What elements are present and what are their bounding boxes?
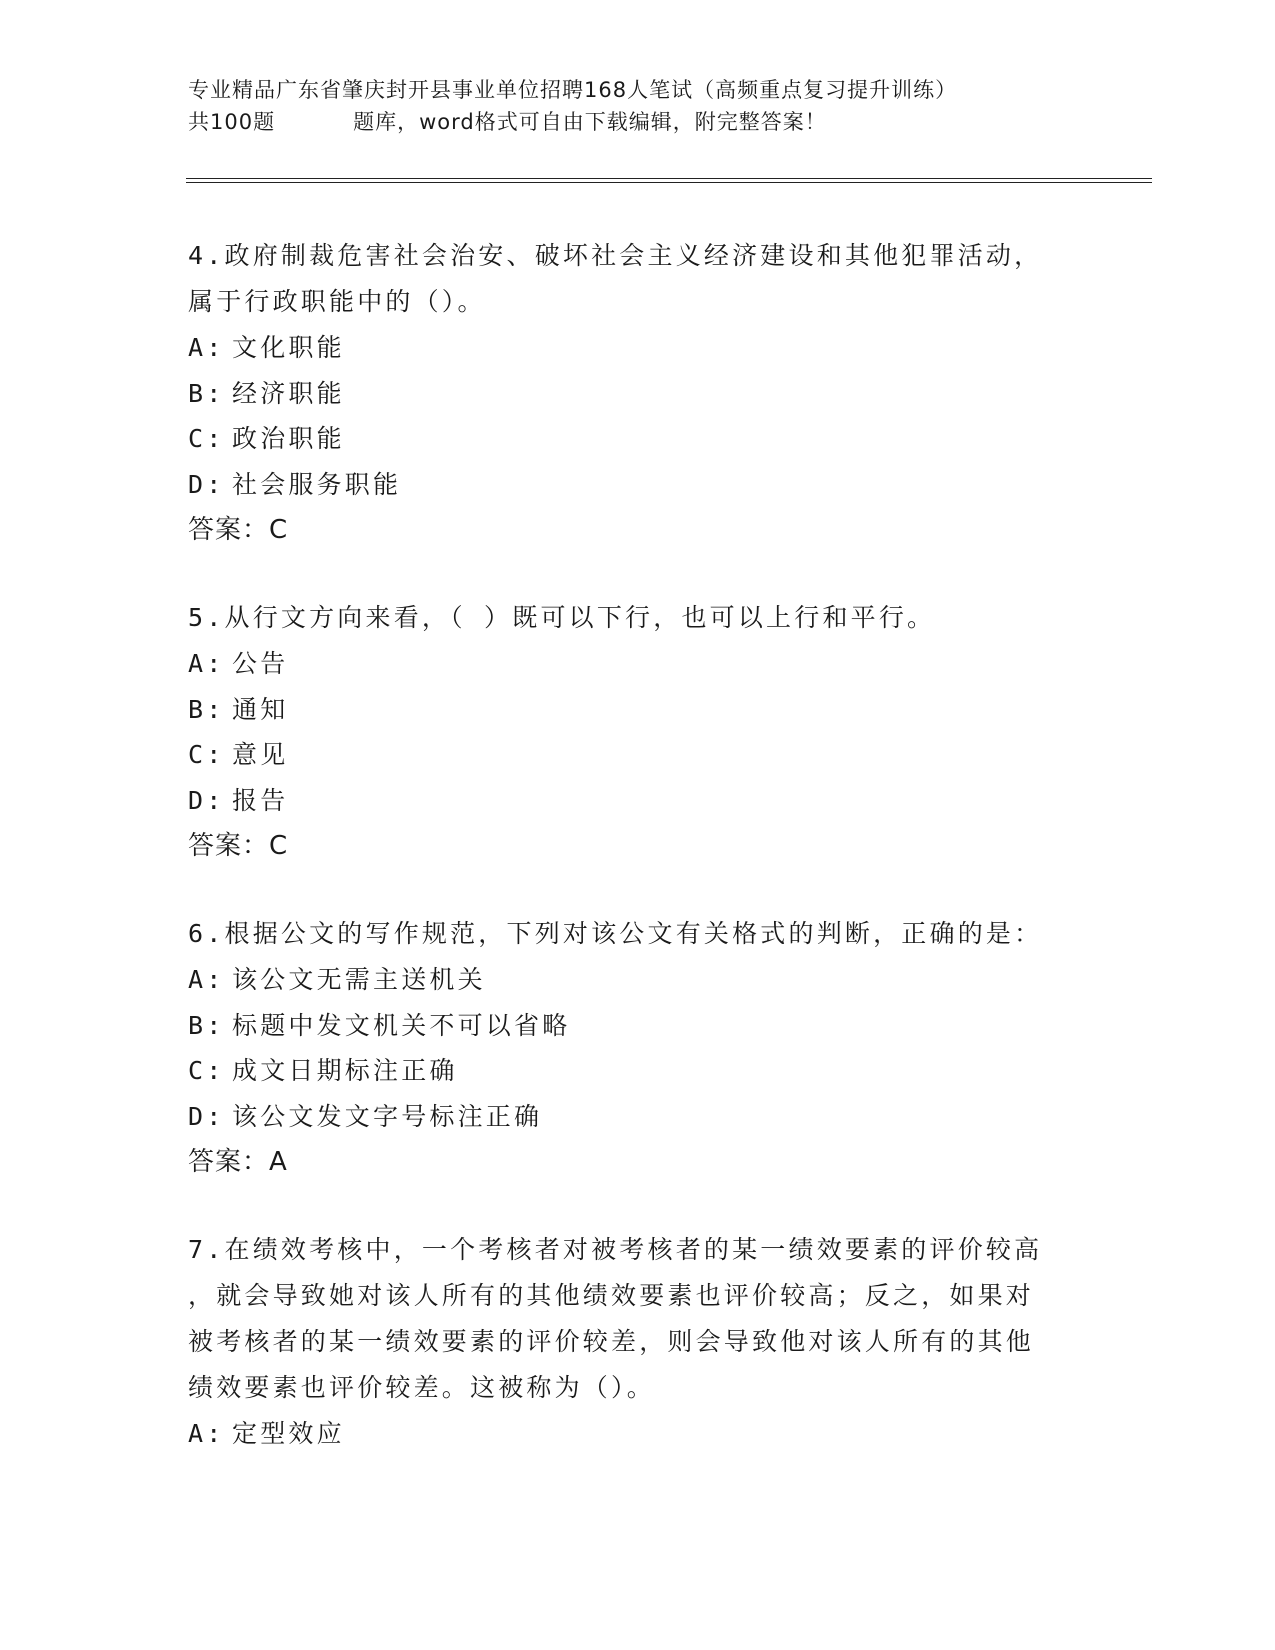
question-text: 4.政府制裁危害社会治安、破坏社会主义经济建设和其他犯罪活动， bbox=[188, 241, 1043, 270]
download-note: 题库，word格式可自由下载编辑，附完整答案！ bbox=[353, 110, 827, 134]
option-text: 该公文无需主送机关 bbox=[232, 965, 486, 994]
question-list bbox=[188, 233, 1068, 1499]
question-text: 6.根据公文的写作规范，下列对该公文有关格式的判断，正确的是： bbox=[188, 919, 1043, 948]
option-letter: D: bbox=[188, 469, 225, 499]
answer-option bbox=[188, 641, 1068, 687]
option-text: 文化职能 bbox=[232, 333, 345, 362]
question-text: ，就会导致她对该人所有的其他绩效要素也评价较高；反之，如果对 bbox=[188, 1281, 1035, 1310]
option-letter: D: bbox=[188, 785, 225, 815]
answer-option bbox=[188, 1048, 1068, 1094]
document-header bbox=[188, 74, 1068, 138]
option-letter: A: bbox=[188, 1419, 225, 1448]
answer-key: 答案：C bbox=[188, 515, 289, 545]
answer-option bbox=[188, 371, 1068, 417]
answer-option bbox=[188, 1003, 1068, 1049]
question-count: 共100题 bbox=[188, 110, 276, 134]
option-letter: A: bbox=[188, 965, 225, 994]
answer-key: 答案：C bbox=[188, 831, 289, 861]
option-letter: C: bbox=[188, 424, 225, 453]
answer-option bbox=[188, 957, 1068, 1003]
option-letter: C: bbox=[188, 740, 225, 769]
answer-option bbox=[188, 1094, 1068, 1140]
answer-option bbox=[188, 416, 1068, 462]
option-letter: B: bbox=[188, 378, 225, 408]
answer-option bbox=[188, 732, 1068, 778]
question-text: 被考核者的某一绩效要素的评价较差，则会导致他对该人所有的其他 bbox=[188, 1327, 1035, 1356]
question-text: 绩效要素也评价较差。这被称为（）。 bbox=[188, 1373, 655, 1402]
answer-option bbox=[188, 687, 1068, 733]
option-text: 经济职能 bbox=[232, 378, 345, 408]
option-text: 标题中发文机关不可以省略 bbox=[232, 1010, 571, 1040]
answer-option bbox=[188, 462, 1068, 508]
answer-key: 答案：A bbox=[188, 1147, 288, 1177]
question-item bbox=[188, 233, 1068, 553]
question-item bbox=[188, 911, 1068, 1185]
option-letter: B: bbox=[188, 1010, 225, 1040]
option-letter: C: bbox=[188, 1056, 225, 1085]
option-letter: B: bbox=[188, 694, 225, 724]
question-item bbox=[188, 595, 1068, 869]
option-text: 意见 bbox=[232, 740, 289, 769]
question-text: 5.从行文方向来看，（ ）既可以下行，也可以上行和平行。 bbox=[188, 603, 936, 632]
option-letter: A: bbox=[188, 649, 225, 678]
option-letter: D: bbox=[188, 1101, 225, 1131]
question-text: 7.在绩效考核中，一个考核者对被考核者的某一绩效要素的评价较高 bbox=[188, 1235, 1043, 1264]
header-divider bbox=[186, 178, 1152, 179]
option-text: 社会服务职能 bbox=[232, 469, 402, 499]
answer-option bbox=[188, 778, 1068, 824]
header-title-line: 专业精品广东省肇庆封开县事业单位招聘168人笔试（高频重点复习提升训练） bbox=[188, 78, 958, 102]
question-text: 属于行政职能中的（）。 bbox=[188, 287, 486, 316]
option-text: 公告 bbox=[232, 649, 289, 678]
question-item bbox=[188, 1227, 1068, 1457]
answer-option bbox=[188, 325, 1068, 371]
option-text: 政治职能 bbox=[232, 424, 345, 453]
option-text: 该公文发文字号标注正确 bbox=[232, 1101, 543, 1131]
header-divider bbox=[186, 182, 1152, 183]
header-subtitle-line bbox=[188, 106, 1068, 138]
option-text: 通知 bbox=[232, 694, 289, 724]
option-letter: A: bbox=[188, 333, 225, 362]
option-text: 定型效应 bbox=[232, 1419, 345, 1448]
option-text: 报告 bbox=[232, 785, 289, 815]
option-text: 成文日期标注正确 bbox=[232, 1056, 458, 1085]
answer-option bbox=[188, 1411, 1068, 1457]
